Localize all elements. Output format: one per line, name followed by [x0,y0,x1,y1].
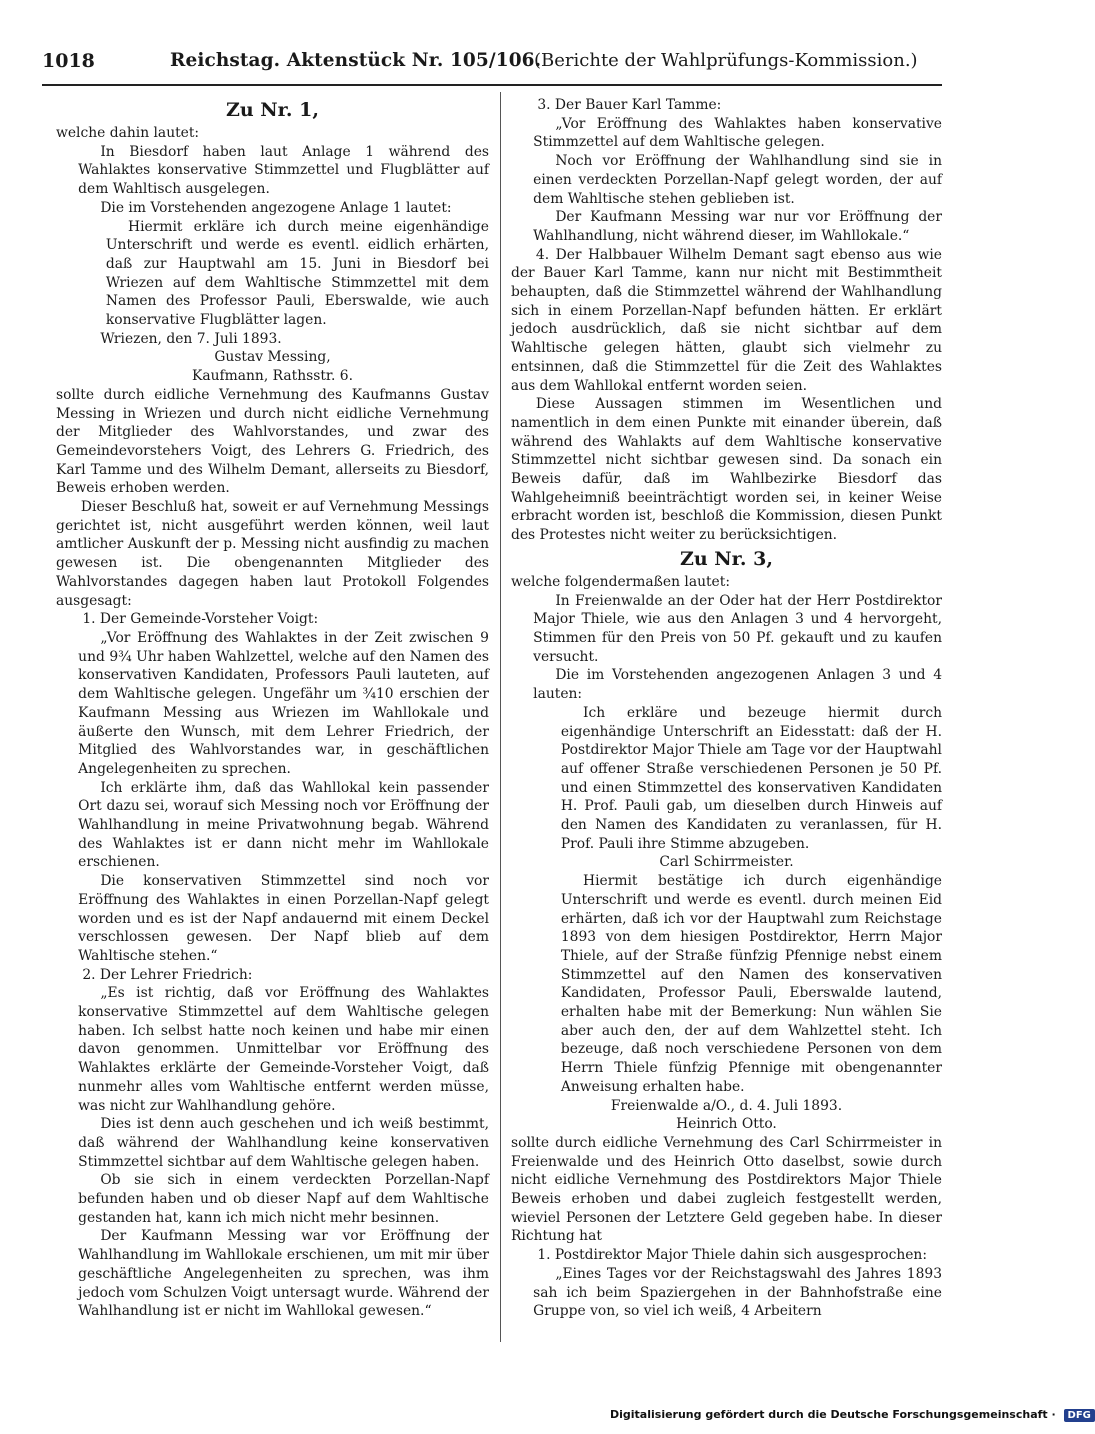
signature-line: Carl Schirrmeister. [659,854,794,871]
footer-credit [610,1408,1091,1428]
paragraph: „Vor Eröffnung des Wahlaktes in der Zeit zwischen 9 und 9¾ Uhr haben Wahlzettel, welche auf den Namen des konservativen Kandidaten, Professors Pauli lauteten, auf dem Wahltische gelegen. Ungefähr um ¾10 erschien der Kaufmann Messing aus Wriezen im Wahllokale und äußerte den Wunsch, mit dem Lehrer Friedrich, der Mitglied des Wahlvorstandes war, in geschäftlichen Angelegenheiten zu sprechen. [78,629,489,777]
paragraph: In Freienwalde an der Oder hat der Herr Postdirektor Major Thiele, wie aus den Anlagen 3 und 4 hervorgeht, Stimmen für den Preis von 50 Pf. gekauft und zu kaufen versucht. [533,592,942,665]
right-column [511,96,942,1321]
page-number: 1018 [42,50,95,72]
page-header [42,44,942,82]
paragraph: welche dahin lautet: [56,125,200,141]
header-rule [42,84,942,86]
list-item-heading: 1. Der Gemeinde-Vorsteher Voigt: [82,611,319,628]
paragraph: Der Kaufmann Messing war nur vor Eröffnung der Wahlhandlung, nicht während dieser, im Wahllokale.“ [533,209,942,244]
paragraph: In Biesdorf haben laut Anlage 1 während des Wahlaktes konservative Stimmzettel und Flugblätter auf dem Wahltisch ausgelegen. [78,143,489,198]
footer-text: Digitalisierung gefördert durch die Deutsche Forschungsgemeinschaft · [610,1408,1056,1421]
signature-line: Gustav Messing, [214,349,331,366]
paragraph: Hiermit bestätige ich durch eigenhändige Unterschrift und werde es eventl. durch meinen Eid erhärten, daß ich vor der Hauptwahl zum Reichstage 1893 von dem hiesigen Postdirektor, Herrn Major Thiele, auf der Straße fünfzig Pfennige nebst einem Stimmzettel auf den Namen des konservativen Kandidaten, Professor Pauli, Eberswalde lautend, erhalten habe mit der Bemerkung: Nun wählen Sie aber auch den, der auf dem Wahlzettel steht. Ich bezeuge, daß noch verschiedene Personen von dem Herrn Thiele fünfzig Pfennige mit obengenannter Anweisung erhalten habe. [560,873,942,1095]
list-item-heading: 3. Der Bauer Karl Tamme: [537,97,722,113]
paragraph: Ich erklärte ihm, daß das Wahllokal kein passender Ort dazu sei, worauf sich Messing noch vor Eröffnung der Wahlhandlung in meine Privatwohnung begab. Während des Wahlaktes ist er dann nicht mehr im Wahllokale erschienen. [78,779,489,871]
paragraph: Diese Aussagen stimmen im Wesentlichen und namentlich in dem einen Punkte mit einander überein, daß während des Wahlakts auf dem Wahltische konservative Stimmzettel nicht sichtbar gewesen sind. Da sonach ein Beweis dafür, daß im Wahlbezirke Biesdorf das Wahlgeheimniß beeinträchtigt worden sei, in keiner Weise erbracht worden ist, beschloß die Kommission, diesen Punkt des Protestes nicht weiter zu berücksichtigen. [511,396,942,544]
dfg-logo: DFG [1064,1409,1095,1422]
paragraph: Freienwalde a/O., d. 4. Juli 1893. [610,1097,843,1114]
paragraph: „Eines Tages vor der Reichstagswahl des Jahres 1893 sah ich beim Spaziergehen in der Bahnhofstraße eine Gruppe von, so viel ich weiß, 4 Arbeitern [533,1265,942,1320]
paragraph: Ob sie sich in einem verdeckten Porzellan-Napf befunden haben und ob dieser Napf auf dem Wahltische gestanden hat, kann ich mich nicht mehr besinnen. [78,1172,489,1226]
paragraph: Der Kaufmann Messing war vor Eröffnung der Wahlhandlung im Wahllokale erschienen, um mit mir über geschäftliche Angelegenheiten zu sprechen, was ihm jedoch vom Schulzen Voigt untersagt wurde. Während der Wahlhandlung ist er nicht im Wahllokal gewesen.“ [78,1228,489,1320]
paragraph: Hiermit erkläre ich durch meine eigenhändige Unterschrift und werde es eventl. eidlich erhärten, daß zur Hauptwahl am 15. Juni in Biesdorf bei Wriezen auf dem Wahltische Stimmzettel mit dem Namen des Professor Pauli, Eberswalde, wie auch konservative Flugblätter lagen. [105,218,489,329]
paragraph: Die konservativen Stimmzettel sind noch vor Eröffnung des Wahlaktes in einen Porzellan-Napf gelegt worden und es ist der Napf andauernd mit einem Deckel verschlossen gewesen. Der Napf blieb auf dem Wahltische stehen.“ [78,873,489,964]
column-divider [500,92,501,1342]
paragraph: Die im Vorstehenden angezogene Anlage 1 lautet: [100,199,452,216]
list-item-heading: 1. Postdirektor Major Thiele dahin sich ausgesprochen: [537,1247,928,1264]
running-title: Reichstag. Aktenstück Nr. 105/106. [170,50,542,71]
paragraph: Dies ist denn auch geschehen und ich weiß bestimmt, daß während der Wahlhandlung keine konservativen Stimmzettel sichtbar auf dem Wahltische gelegen haben. [78,1116,489,1170]
paragraph: 4. Der Halbbauer Wilhelm Demant sagt ebenso aus wie der Bauer Karl Tamme, kann nur nicht mit Bestimmtheit behaupten, daß die Stimmzettel während der Wahlhandlung sich in einem Porzellan-Napf befunden hätten. Er erklärt jedoch ausdrücklich, daß sie nicht sichtbar auf dem Wahltische gelegen hätten, glaubt sich vielmehr zu entsinnen, daß die Stimmzettel für die Zeit des Wahlaktes aus dem Wahllokal entfernt worden seien. [511,246,942,394]
paragraph: sollte durch eidliche Vernehmung des Carl Schirrmeister in Freienwalde und des Heinrich Otto daselbst, sowie durch nicht eidliche Vernehmung des Postdirektors Major Thiele Beweis erhoben und dabei zugleich festgestellt werden, wieviel Personen der Letztere Geld gegeben habe. In dieser Richtung hat [511,1134,942,1245]
paragraph: „Es ist richtig, daß vor Eröffnung des Wahlaktes konservative Stimmzettel auf dem Wahltische gelegen haben. Ich selbst hatte noch keinen und habe mir einen davon genommen. Unmittelbar vor Eröffnung des Wahlaktes erklärte der Gemeinde-Vorsteher Voigt, daß nunmehr alles vom Wahltische entfernt werden müsse, was nicht zur Wahlhandlung gehöre. [78,985,489,1114]
section-heading: Zu Nr. 1, [226,99,319,121]
paragraph: Die im Vorstehenden angezogenen Anlagen 3 und 4 lauten: [533,667,942,703]
paragraph: Noch vor Eröffnung der Wahlhandlung sind sie in einen verdeckten Porzellan-Napf gelegt worden, der auf dem Wahltische stehen geblieben ist. [533,153,942,207]
paragraph: „Vor Eröffnung des Wahlaktes haben konservative Stimmzettel auf dem Wahltische gelegen. [533,115,942,151]
paragraph: Ich erkläre und bezeuge hiermit durch eigenhändige Unterschrift an Eidesstatt: daß der H. Postdirektor Major Thiele am Tage vor der Hauptwahl auf offener Straße verschiedenen Personen je 50 Pf. und einen Stimmzettel des konservativen Kandidaten H. Prof. Pauli gab, um dieselben durch Hinweis auf den Namen des Kandidaten zu veranlassen, für H. Prof. Pauli ihre Stimme abzugeben. [560,704,942,852]
left-column [56,96,489,1321]
signature-line: Heinrich Otto. [676,1116,777,1133]
paragraph: Dieser Beschluß hat, soweit er auf Vernehmung Messings gerichtet ist, nicht ausgeführt werden können, weil laut amtlicher Auskunft der p. Messing nicht ausfindig zu machen gewesen ist. Die obengenannten Mitglieder des Wahlvorstandes dagegen haben laut Protokoll Folgendes ausgesagt: [56,499,489,609]
running-subtitle: (Berichte der Wahlprüfungs-Kommission.) [534,50,918,71]
list-item-heading: 2. Der Lehrer Friedrich: [82,966,253,983]
paragraph: sollte durch eidliche Vernehmung des Kaufmanns Gustav Messing in Wriezen und durch nicht eidliche Vernehmung der Mitglieder des Wahlvorstandes, und zwar des Gemeindevorstehers Voigt, des Lehrers G. Friedrich, des Karl Tamme und des Wilhelm Demant, allerseits zu Biesdorf, Beweis erhoben werden. [56,386,489,497]
paragraph: Wriezen, den 7. Juli 1893. [100,330,282,347]
paragraph: welche folgendermaßen lautet: [511,573,730,590]
section-heading: Zu Nr. 3, [680,547,773,570]
signature-line: Kaufmann, Rathsstr. 6. [191,368,353,385]
